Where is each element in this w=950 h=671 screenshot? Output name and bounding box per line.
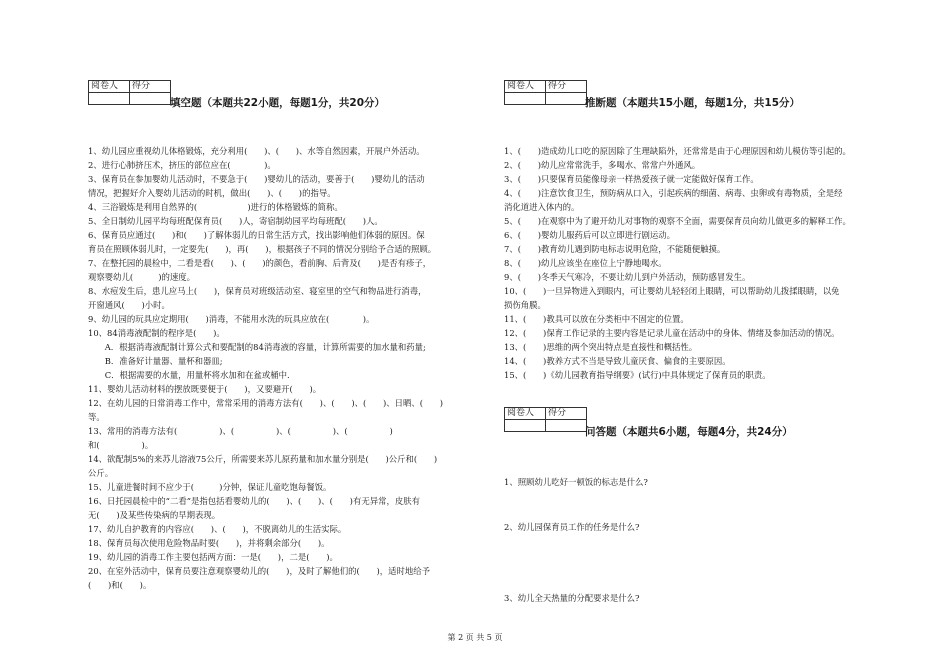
question-line: 8、( )幼儿应该坐在座位上宁静地喝水。: [504, 258, 667, 268]
question-line: 2、进行心肺挤压术，挤压的部位应在( )。: [88, 160, 276, 170]
question-line: A．根据消毒液配制计算公式和要配制的84消毒液的容量，计算所需要的加水量和药量;: [88, 342, 426, 352]
question-line: 14、欲配制5%的来苏儿溶液75公斤，所需要来苏儿原药量和加水量分别是( )公斤和( ): [88, 454, 438, 464]
question-line: B．准备好计量器、量杯和器皿;: [88, 356, 223, 366]
question-line: 观察婴幼儿( )的速度。: [88, 272, 196, 282]
section-title-fill: 填空题（本题共22小题，每题1分，共20分）: [170, 97, 386, 109]
question-line: 开窗通风( )小时。: [88, 300, 170, 310]
question-line: 12、( )保育工作记录的主要内容是记录儿童在活动中的身体、情绪及参加活动的情况。: [504, 328, 840, 338]
judge-question-list: [504, 144, 916, 382]
question-line: 12、在幼儿园的日常消毒工作中，常常采用的消毒方法有( )、( )、( )、日晒、( ): [88, 398, 444, 408]
question-line: 14、( )教养方式不当是导致儿童厌食、偏食的主要原因。: [504, 356, 731, 366]
question-line: 公斤。: [88, 468, 114, 478]
grader-cell[interactable]: [505, 93, 546, 105]
question-line: 15、儿童进餐时间不应少于( )分钟，保证儿童吃饱每餐饭。: [88, 482, 332, 492]
question-line: C．根据需要的水量，用量杯将水加和在盆或桶中.: [88, 370, 290, 380]
question-line: 情况，把握好介入婴幼儿活动的时机，做出( )、( )的指导。: [88, 188, 336, 198]
page-number: 第 2 页 共 5 页: [447, 633, 503, 642]
essay-question-2: 2、幼儿园保育员工作的任务是什么?: [504, 522, 640, 532]
score-cell[interactable]: [546, 93, 587, 105]
grader-cell[interactable]: [505, 420, 546, 432]
question-line: 和( )。: [88, 440, 154, 450]
question-line: 7、( )教育幼儿遇到防电标志说明危险，不能随便触摸。: [504, 244, 726, 254]
question-line: 9、( )冬季天气寒冷，不要让幼儿到户外活动，预防感冒发生。: [504, 272, 751, 282]
question-line: 8、水痘发生后，患儿应马上( )，保育员对班级活动室、寝室里的空气和物品进行消毒，: [88, 286, 427, 296]
question-line: 4、( )注意饮食卫生，预防病从口入，引起疾病的细菌、病毒、虫卵或有毒物质，全是经: [504, 188, 843, 198]
question-line: 损伤角膜。: [504, 300, 546, 310]
score-box-judge: [504, 80, 587, 105]
grader-header: 阅卷人: [89, 81, 130, 93]
question-line: 6、( )婴幼儿服药后可以立即进行剧运动。: [504, 230, 675, 240]
question-line: 7、在整托园的晨检中，二看是看( )、( )的颜色，看前胸、后背及( )是否有疹子，: [88, 258, 432, 268]
score-cell[interactable]: [130, 93, 171, 105]
score-header: 得分: [130, 81, 171, 93]
question-line: ( )和( )。: [88, 580, 152, 590]
question-line: 4、三浴锻炼是利用自然界的( )进行的体格锻炼的简称。: [88, 202, 343, 212]
essay-question-3: 3、幼儿全天热量的分配要求是什么?: [504, 593, 640, 603]
grader-header: 阅卷人: [505, 81, 546, 93]
question-line: 6、保育员应通过( )和( )了解体弱儿的日常生活方式，找出影响他们体弱的原因。保: [88, 230, 425, 240]
question-line: 2、( )幼儿应常常洗手，多喝水、常常户外通风。: [504, 160, 701, 170]
question-line: 11、婴幼儿活动材料的摆放既要便于( )，又要避开( )。: [88, 384, 322, 394]
question-line: 10、( )一旦异物进入到眼内，可让婴幼儿轻轻闭上眼睛，可以帮助幼儿拨揉眼睛，以免: [504, 286, 840, 296]
question-line: 18、保育员每次使用危险物品时要( )，并将剩余部分( )。: [88, 538, 330, 548]
question-line: 5、( )在观察中为了避开幼儿对事物的观察不全面，需要保育员向幼儿做更多的解释工作。: [504, 216, 851, 226]
question-line: 5、全日制幼儿园平均每班配保育员( )人，寄宿制幼园平均每班配( )人。: [88, 216, 383, 226]
question-line: 等。: [88, 412, 105, 422]
question-line: 9、幼儿园的玩具应定期用( )消毒，不能用水洗的玩具应放在( )。: [88, 314, 375, 324]
score-box-fill: [88, 80, 171, 105]
score-header: 得分: [546, 408, 587, 420]
question-line: 3、保育员在参加婴幼儿活动时，不要急于( )婴幼儿的活动，要善于( )婴幼儿的活动: [88, 174, 425, 184]
grader-header: 阅卷人: [505, 408, 546, 420]
question-line: 3、( )只要保育员能像母亲一样热爱孩子就一定能做好保育工作。: [504, 174, 759, 184]
question-line: 15、( )《幼儿园教育指导纲要》(试行)中具体规定了保育员的职责。: [504, 370, 771, 380]
question-line: 19、幼儿园的消毒工作主要包括两方面：一是( )，二是( )。: [88, 552, 338, 562]
question-line: 11、( )教具可以放在分类柜中不固定的位置。: [504, 314, 689, 324]
score-cell[interactable]: [546, 420, 587, 432]
score-box-essay: [504, 407, 587, 432]
section-title-judge: 推断题（本题共15小题，每题1分，共15分）: [585, 97, 801, 109]
fill-question-list: [88, 144, 488, 592]
question-line: 1、幼儿园应重视幼儿体格锻炼，充分利用( )、( )、水等自然因素，开展户外活动。: [88, 146, 425, 156]
question-line: 10、84消毒液配制的程序是( )。: [88, 328, 225, 338]
question-line: 1、( )造成幼儿口吃的原因除了生理缺陷外，还常常是由于心理原因和幼儿模仿等引起的。: [504, 146, 851, 156]
question-line: 20、在室外活动中，保育员要注意观察婴幼儿的( )，及时了解他们的( )，适时地给予: [88, 566, 430, 576]
question-line: 13、常用的消毒方法有( )、( )、( )、( ): [88, 426, 393, 436]
question-line: 17、幼儿自护教育的内容应( )、( )，不脱离幼儿的生活实际。: [88, 524, 347, 534]
score-header: 得分: [546, 81, 587, 93]
question-line: 16、日托园晨检中的“二看”是指包括看婴幼儿的( )、( )、( )有无异常，皮肤有: [88, 496, 420, 506]
question-line: 无( )及某些传染病的早期表现。: [88, 510, 221, 520]
question-line: 育员在照顾体弱儿时，一定要先( )，再( )，根据孩子不同的情况分别给予合适的照顾。: [88, 244, 437, 254]
essay-question-1: 1、照顾幼儿吃好一顿饭的标志是什么?: [504, 477, 648, 487]
question-line: 13、( )思维的两个突出特点是直接性和概括性。: [504, 342, 698, 352]
grader-cell[interactable]: [89, 93, 130, 105]
section-title-essay: 问答题（本题共6小题，每题4分，共24分）: [585, 426, 793, 438]
question-line: 消化道进入体内的。: [504, 202, 580, 212]
